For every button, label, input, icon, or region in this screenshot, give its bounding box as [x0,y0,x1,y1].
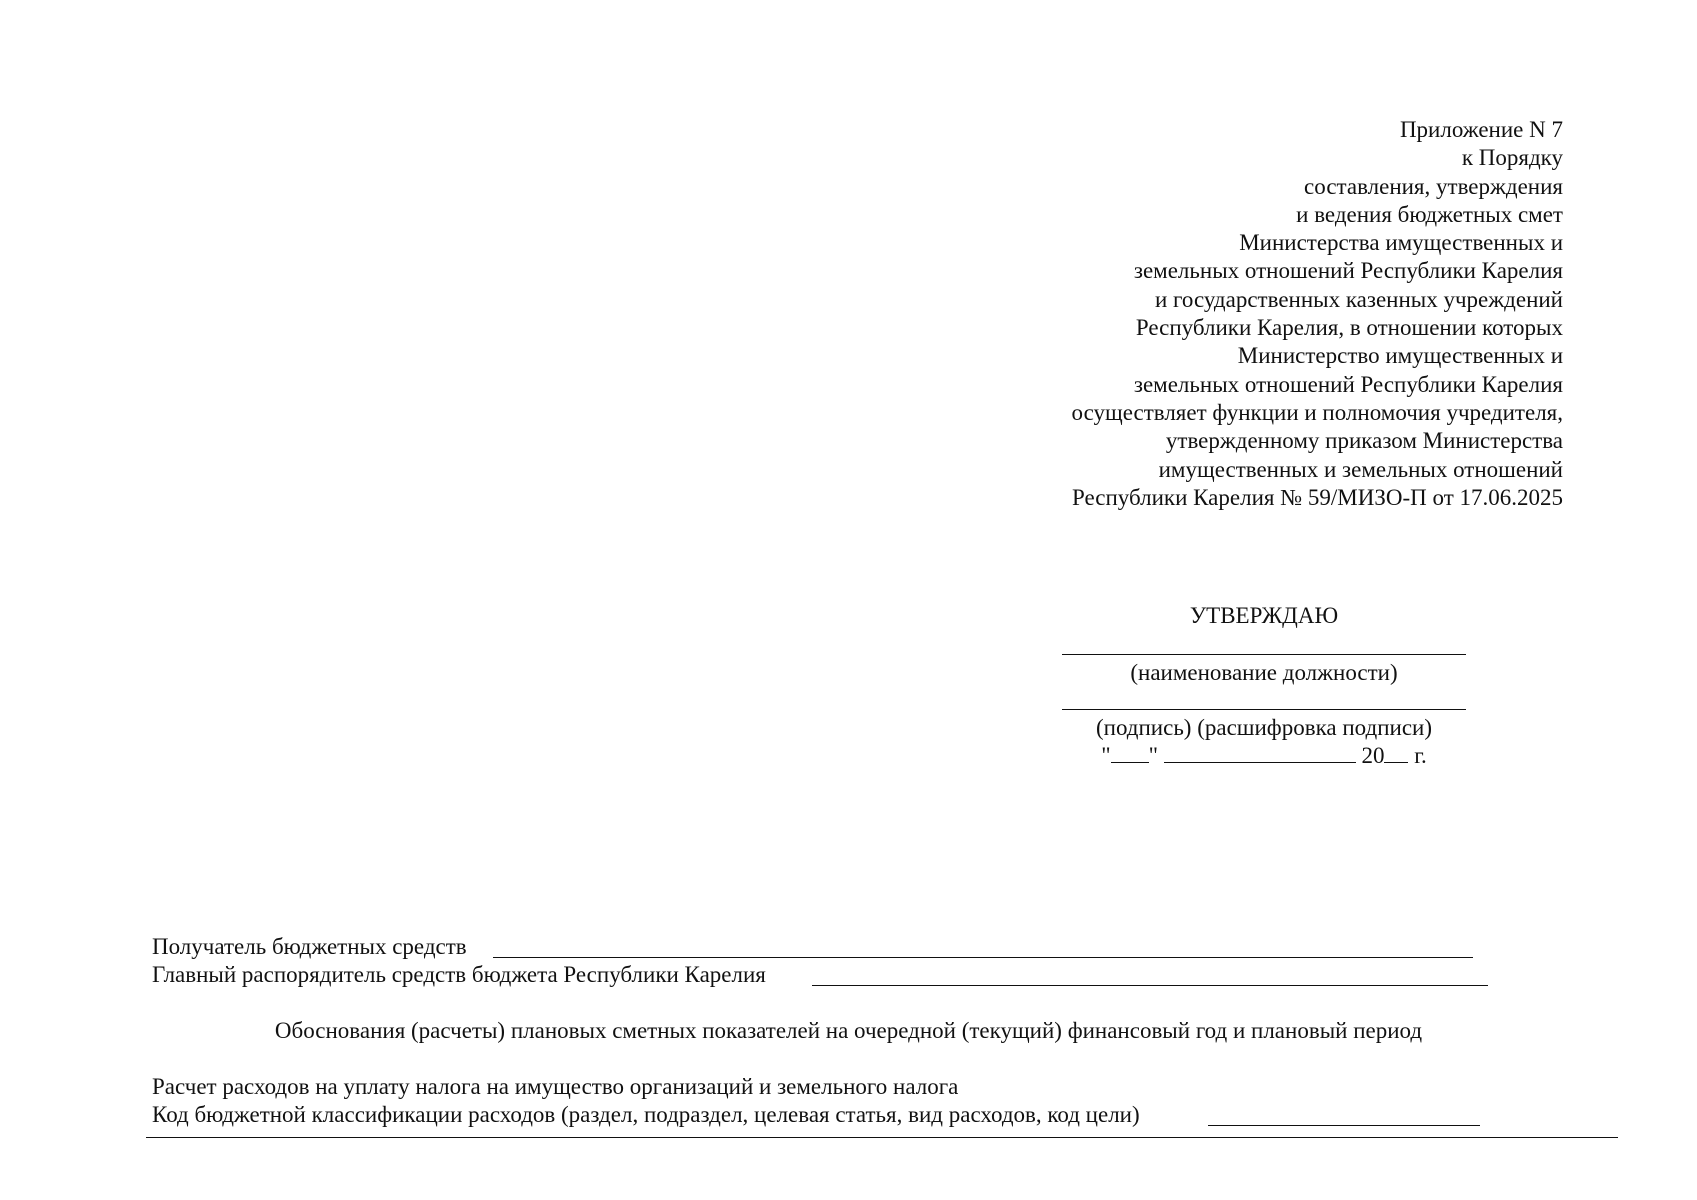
appendix-line: утвержденному приказом Министерства [1165,428,1563,454]
chief-manager-label: Главный распорядитель средств бюджета Республики Карелия [152,962,766,987]
appendix-line: Республики Карелия, в отношении которых [1135,315,1563,341]
document-heading: Обоснования (расчеты) плановых сметных показателей на очередной (текущий) финансовый год и плановый период [274,1018,1423,1043]
month-field[interactable] [1164,744,1356,763]
appendix-line: земельных отношений Республики Карелия [1133,258,1563,284]
recipient-label: Получатель бюджетных средств [152,934,467,959]
signature-caption: (подпись) (расшифровка подписи) [1095,715,1432,740]
year-prefix: 20 [1361,743,1385,768]
bottom-divider [146,1137,1618,1138]
appendix-line: имущественных и земельных отношений [1158,456,1563,482]
year-field[interactable] [1384,744,1408,763]
position-caption: (наименование должности) [1130,660,1398,685]
year-suffix: г. [1414,743,1427,768]
appendix-line: Министерства имущественных и [1239,230,1563,256]
appendix-line: к Порядку [1461,145,1563,171]
chief-manager-field-line[interactable] [812,985,1488,986]
day-field[interactable] [1111,744,1149,763]
approval-title: УТВЕРЖДАЮ [1189,603,1339,628]
approval-date-line [1062,742,1466,770]
appendix-line: и ведения бюджетных смет [1296,201,1563,227]
appendix-line: Министерство имущественных и [1237,343,1563,369]
calc-title: Расчет расходов на уплату налога на имущество организаций и земельного налога [152,1074,959,1099]
appendix-line: Республики Карелия № 59/МИЗО-П от 17.06.2025 [1072,484,1563,510]
appendix-header [923,116,1563,512]
position-field-line[interactable] [1062,654,1466,655]
recipient-field-line[interactable] [493,957,1473,958]
appendix-line: земельных отношений Республики Карелия [1133,371,1563,397]
signature-field-line[interactable] [1062,709,1466,710]
kbk-field-line[interactable] [1208,1125,1480,1126]
appendix-line: и государственных казенных учреждений [1154,286,1563,312]
appendix-line: составления, утверждения [1304,173,1563,199]
appendix-line: осуществляет функции и полномочия учредителя, [1071,399,1563,425]
date-open-quote: " [1101,743,1111,768]
kbk-label: Код бюджетной классификации расходов (раздел, подраздел, целевая статья, вид расходов, код цели) [152,1102,1140,1127]
date-close-quote: " [1148,743,1158,768]
appendix-line: Приложение N 7 [1399,117,1563,142]
